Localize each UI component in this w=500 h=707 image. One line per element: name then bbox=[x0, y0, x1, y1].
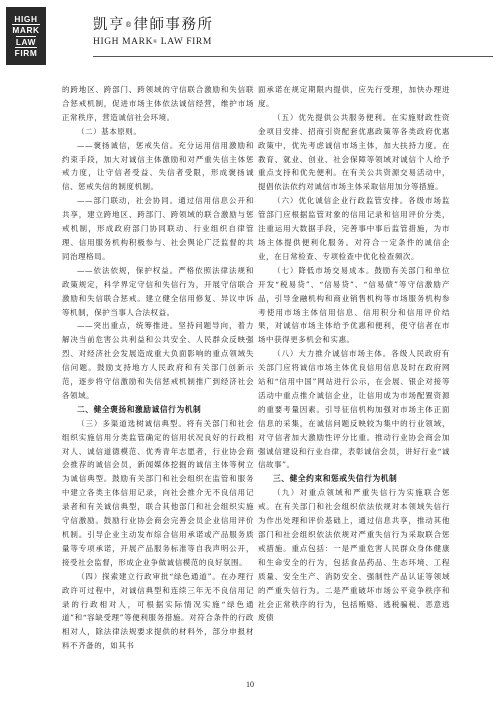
page-number: 10 bbox=[246, 680, 254, 689]
left-text-column bbox=[62, 83, 254, 653]
firm-name-chinese: 凱亨®律師事務所 bbox=[93, 17, 214, 33]
paragraph: ——部门联动，社会协同。通过信用信息公开和共享，建立跨地区、跨部门、跨领域的联合激励与惩戒机制，形成政府部门协同联动、行业组织自律管理、信用服务机构积极参与、社会舆论广泛监督的共同治理格局。 bbox=[62, 196, 254, 261]
section-heading: 三、健全约束和惩戒失信行为机制 bbox=[273, 474, 398, 484]
logo-line: HIGH bbox=[14, 13, 38, 24]
paragraph: （六）优化诚信企业行政监管安排。各级市场监管部门应根据监管对象的信用记录和信用评价分类，注重运用大数据手段，完善事中事后监管措施，为市场主体提供便利化服务。对符合一定条件的诚信企业，在日常检查、专项检查中优化检查频次。 bbox=[258, 196, 450, 261]
paragraph: （四）探索建立行政审批“绿色通道”。在办理行政许可过程中，对诚信典型和连续三年无不良信用记录的行政相对人，可根据实际情况实施“绿色通道”和“容缺受理”等便利服务措施。对符合条件的行政相对人，除法律法规要求提供的材料外，部分申报材料不齐备的，如其书 bbox=[62, 571, 254, 651]
firm-name-english: HIGH MARK® LAW FIRM bbox=[93, 37, 212, 47]
paragraph: （九）对重点领域和严重失信行为实施联合惩戒。在有关部门和社会组织依法依规对本领域失信行为作出处理和评价基础上，通过信息共享，推动其他部门和社会组织依法依规对严重失信行为采取联合惩戒措施。重点包括：一是严重危害人民群众身体健康和生命安全的行为，包括食品药品、生态环境、工程质量、安全生产、消防安全、强制性产品认证等领域的严重失信行为。二是严重破坏市场公平竞争秩序和社会正常秩序的行为，包括贿赂、逃税骗税、恶意逃废债 bbox=[258, 488, 450, 623]
logo-line: FIRM bbox=[14, 47, 38, 58]
paragraph: （三）多渠道选树诚信典型。将有关部门和社会组织实施信用分类监管确定的信用状况良好的行政相对人、诚信道德模范、优秀青年志愿者，行业协会商会推荐的诚信会员，新闻媒体挖掘的诚信主体等树立为诚信典型。鼓励有关部门和社会组织在监管和服务中建立各类主体信用记录，向社会推介无不良信用记录者和有关诚信典型，联合其他部门和社会组织实施守信激励。鼓励行业协会商会完善会员企业信用评价机制。引导企业主动发布综合信用承诺或产品服务质量等专项承诺，开展产品服务标准等自我声明公开，接受社会监督，形成企业争做诚信模范的良好氛围。 bbox=[62, 418, 254, 567]
logo-line: LAW bbox=[15, 36, 37, 47]
paragraph: （二）基本原则。 bbox=[77, 126, 142, 136]
paragraph: ——依法依规，保护权益。严格依照法律法规和政策规定，科学界定守信和失信行为，开展守信联合激励和失信联合惩戒。建立健全信用修复、异议申诉等机制，保护当事人合法权益。 bbox=[62, 265, 254, 317]
paragraph: ——褒扬诚信，惩戒失信。充分运用信用激励和约束手段，加大对诚信主体激励和对严重失信主体惩戒力度，让守信者受益、失信者受限，形成褒扬诚信、惩戒失信的制度机制。 bbox=[62, 140, 254, 192]
section-heading: 二、健全褒扬和激励诚信行为机制 bbox=[77, 404, 202, 414]
paragraph: （五）优先提供公共服务便利。在实施财政性资金项目安排、招商引资配套优惠政策等各类政府优惠政策中，优先考虑诚信市场主体，加大扶持力度。在教育、就业、创业、社会保障等领域对诚信个人给予重点支持和优先便利。在有关公共资源交易活动中，提倡依法依约对诚信市场主体采取信用加分等措施。 bbox=[258, 112, 450, 192]
paragraph: 的跨地区、跨部门、跨领域的守信联合激励和失信联合惩戒机制，促进市场主体依法诚信经营，维护市场正常秩序，营造诚信社会环境。 bbox=[62, 85, 254, 122]
right-text-column bbox=[258, 83, 450, 625]
paragraph: （八）大力推介诚信市场主体。各级人民政府有关部门应将诚信市场主体优良信用信息及时在政府网站和“信用中国”网站进行公示，在会展、银企对接等活动中重点推介诚信企业，让信用成为市场配置资源的重要考量因素。引导征信机构加强对市场主体正面信息的采集，在诚信问题反映较为集中的行业领域，对守信者加大激励性评分比重。推动行业协会商会加强诚信建设和行业自律，表彰诚信会员，讲好行业“诚信故事”。 bbox=[258, 349, 450, 470]
logo-line: MARK bbox=[12, 25, 40, 36]
paragraph: （七）降低市场交易成本。鼓励有关部门和单位开发“税易贷”、“信易贷”、“信易债”等守信激励产品，引导金融机构和商业销售机构等市场服务机构参考使用市场主体信用信息、信用积分和信用评价结果，对诚信市场主体给予优惠和便利，使守信者在市场中获得更多机会和实惠。 bbox=[258, 265, 450, 345]
paragraph: 面承诺在规定期限内提供，应先行受理，加快办理进度。 bbox=[258, 85, 450, 108]
paragraph: ——突出重点，统筹推进。坚持问题导向，着力解决当前危害公共利益和公共安全、人民群众反映强烈、对经济社会发展造成重大负面影响的重点领域失信问题。鼓励支持地方人民政府和有关部门创新示范，逐步将守信激励和失信惩戒机制推广到经济社会各领域。 bbox=[62, 321, 254, 400]
header-divider bbox=[93, 56, 493, 57]
firm-logo bbox=[6, 7, 46, 65]
letterhead bbox=[93, 17, 263, 48]
